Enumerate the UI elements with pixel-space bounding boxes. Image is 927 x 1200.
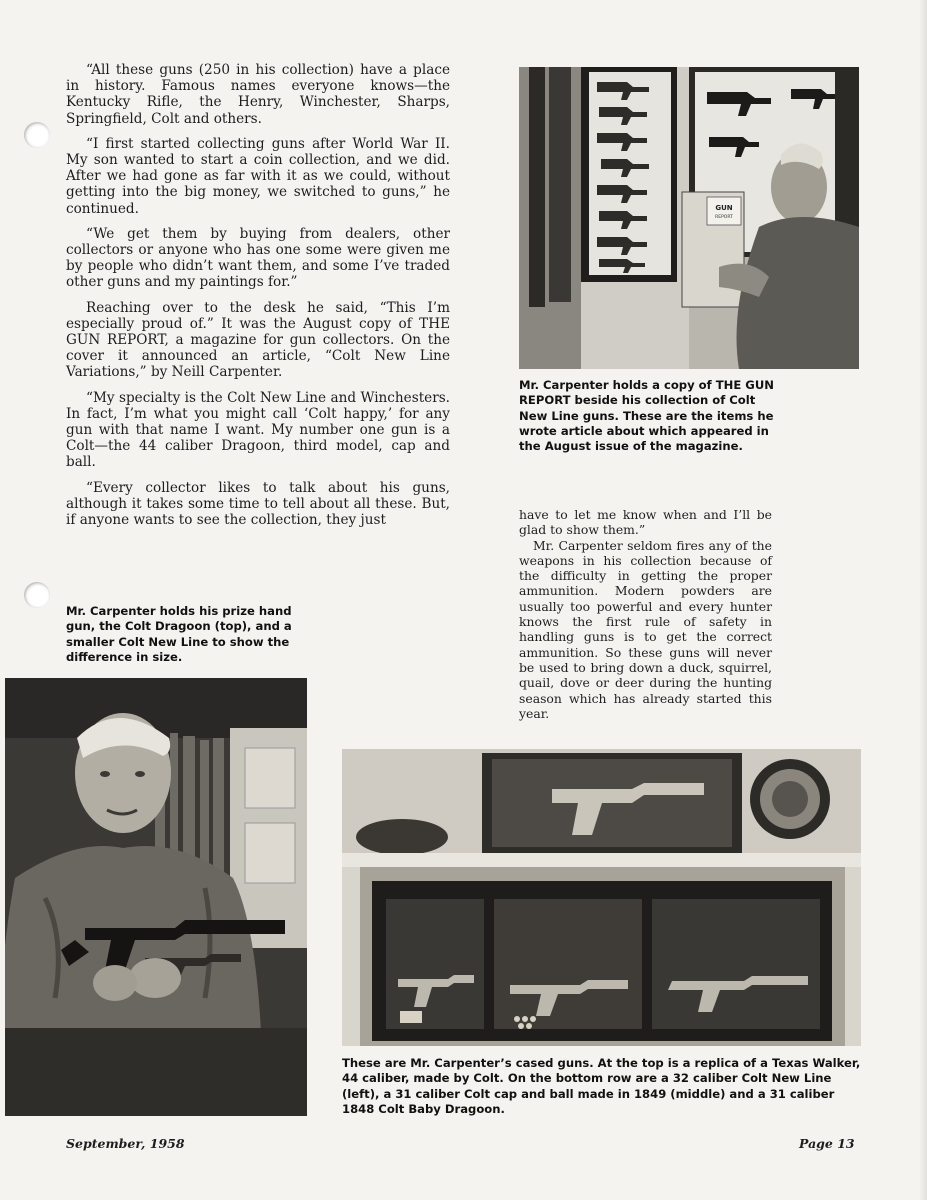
caption-dragoon: Mr. Carpenter holds his prize hand gun, the Colt Dragoon (top), and a smaller Colt New Line to show the difference in size. <box>66 604 292 664</box>
footer-page-number: Page 13 <box>799 1136 855 1151</box>
magazine-title-text: GUN <box>715 204 733 212</box>
photo-cased-guns <box>342 749 861 1046</box>
article-paragraph: Mr. Carpenter seldom fires any of the weapons in his collection because of the difficulty in getting the proper ammunition. Modern powders are usually too powerful and every hunter knows the first rule of safety in handling guns is to get the correct ammunition. So these guns will never be used to bring down a duck, squirrel, quail, dove or deer during the hunting season which has already started this year. <box>519 537 772 721</box>
caption-gun-report: Mr. Carpenter holds a copy of THE GUN REPORT beside his collection of Colt New Line guns. These are the items he wrote article about which appeared in the August issue of the magazine. <box>519 378 774 454</box>
photo-colt-dragoon <box>5 678 307 1116</box>
article-column-right <box>519 507 772 721</box>
article-paragraph: “We get them by buying from dealers, other collectors or anyone who has one some were given me by people who didn’t want them, and some I’ve traded other guns and my paintings for.” <box>66 225 450 291</box>
article-paragraph: “I first started collecting guns after World War II. My son wanted to start a coin collection, and we did. After we had gone as far with it as we could, without getting into the big money, we switched to guns,” he continued. <box>66 135 450 217</box>
article-paragraph: “My specialty is the Colt New Line and Winchesters. In fact, I’m what you might call ‘Colt happy,’ for any gun with that name I want. My number one gun is a Colt—the 44 caliber Dragoon, third model, cap and ball. <box>66 389 450 471</box>
page-edge-shadow <box>919 0 927 1200</box>
footer-date: September, 1958 <box>66 1136 185 1151</box>
binder-hole-top <box>24 122 50 148</box>
photo-gun-report-collection <box>519 67 859 369</box>
article-paragraph: Reaching over to the desk he said, “This I’m especially proud of.” It was the August copy of THE GUN REPORT, a magazine for gun collectors. On the cover it announced an article, “Colt New Line Variations,” by Neill Carpenter. <box>66 299 450 381</box>
article-paragraph: “Every collector likes to talk about his guns, although it takes some time to tell about all these. But, if anyone wants to see the collection, they just <box>66 479 450 529</box>
article-column-left <box>66 62 450 537</box>
binder-hole-middle <box>24 582 50 608</box>
magazine-subtitle-text: REPORT <box>715 215 733 220</box>
article-paragraph: have to let me know when and I’ll be glad to show them.” <box>519 507 772 538</box>
article-paragraph: “All these guns (250 in his collection) have a place in history. Famous names everyone knows—the Kentucky Rifle, the Henry, Winchester, Sharps, Springfield, Colt and others. <box>66 62 450 127</box>
caption-cased-guns: These are Mr. Carpenter’s cased guns. At the top is a replica of a Texas Walker, 44 caliber, made by Colt. On the bottom row are a 32 caliber Colt New Line (left), a 31 caliber Colt cap and ball made in 1849 (middle) and a 31 caliber 1848 Colt Baby Dragoon. <box>342 1056 861 1116</box>
